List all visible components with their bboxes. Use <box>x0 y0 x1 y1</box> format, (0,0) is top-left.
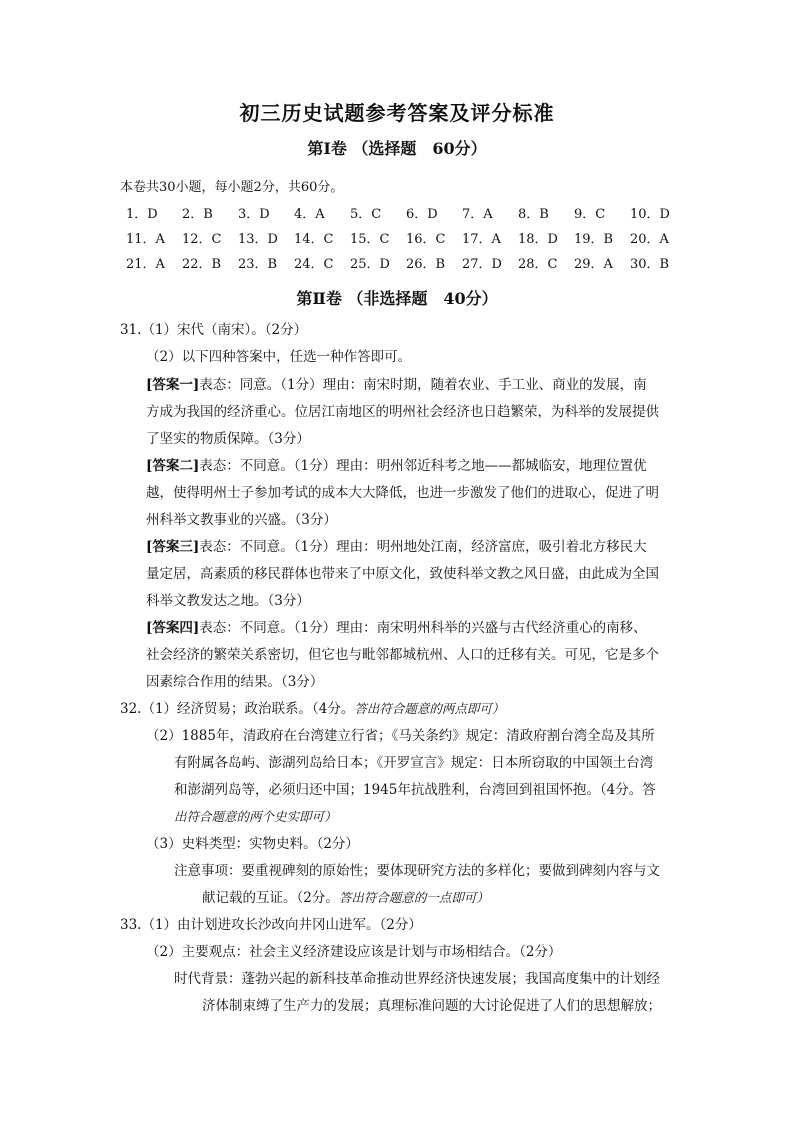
answer1-tag: [答案一] <box>146 377 200 393</box>
q32-part1-note: 答出符合题意的两点即可） <box>354 701 505 716</box>
q32-part1 <box>120 700 504 718</box>
answer-cell: 14．C <box>294 232 334 247</box>
answer-cell: 21．A <box>126 257 165 272</box>
q31-answer4-line1 <box>146 619 647 637</box>
q31-answer1-line1 <box>146 376 647 394</box>
answer-cell: 11．A <box>126 232 165 247</box>
answer-cell: 25．D <box>350 257 390 272</box>
answer-cell: 20．A <box>630 232 669 247</box>
q32-part2-note: 出符合题意的两个史实即可） <box>174 809 337 824</box>
q33-part2-line3: 济体制束缚了生产力的发展；真理标准问题的大讨论促进了人们的思想解放； <box>202 998 661 1014</box>
answer-cell: 23．B <box>238 257 278 272</box>
answer4-text: 表态：不同意。（1分）理由：南宋明州科举的兴盛与古代经济重心的南移、 <box>199 620 647 636</box>
q33-part1: 33.（1）由计划进攻长沙改向井冈山进军。（2分） <box>120 917 422 933</box>
answer1-text: 表态：同意。（1分）理由：南宋时期，随着农业、手工业、商业的发展，南 <box>199 377 647 393</box>
answer-row <box>126 250 686 275</box>
answer-key-table <box>126 200 686 275</box>
q31-part1: 31.（1）宋代（南宋）。（2分） <box>120 322 308 338</box>
answer-cell: 18．D <box>518 232 558 247</box>
answer-cell: 2．B <box>182 207 213 222</box>
q31-answer2-line2: 越，使得明州士子参加考试的成本大大降低，也进一步激发了他们的进取心，促进了明 <box>146 485 659 501</box>
answer-row <box>126 200 686 225</box>
q32-part2-line3: 和澎湖列岛等，必须归还中国；1945年抗战胜利，台湾回到祖国怀抱。（4分。答 <box>174 782 656 798</box>
answer-cell: 27．D <box>462 257 502 272</box>
answer-cell: 3．D <box>238 207 270 222</box>
answer2-tag: [答案二] <box>146 458 200 474</box>
q32-part3-line2: 注意事项：要重视碑刻的原始性；要体现研究方法的多样化；要做到碑刻内容与文 <box>174 863 660 879</box>
q31-part2-intro: （2）以下四种答案中，任选一种作答即可。 <box>146 349 412 365</box>
q31-answer1-line2: 方成为我国的经济重心。位居江南地区的明州社会经济也日趋繁荣，为科举的发展提供 <box>146 404 659 420</box>
answer-cell: 8．B <box>518 207 549 222</box>
q32-part1-text: 32.（1）经济贸易；政治联系。（4分。 <box>120 701 355 717</box>
answer-cell: 12．C <box>182 232 222 247</box>
section1-intro: 本卷共30小题，每小题2分，共60分。 <box>120 180 344 195</box>
q31-answer3-line2: 量定居，高素质的移民群体也带来了中原文化，致使科举文教之风日盛，由此成为全国 <box>146 566 659 582</box>
q32-part2-line2: 有附属各岛屿、澎湖列岛给日本；《开罗宣言》规定：日本所窃取的中国领土台湾 <box>174 755 654 771</box>
answer-row <box>126 225 686 250</box>
section2-heading: 第Ⅱ卷 （非选择题 40分） <box>296 289 498 308</box>
q32-part3-line3 <box>202 889 489 907</box>
answer-cell: 7．A <box>462 207 493 222</box>
answer-cell: 19．B <box>574 232 614 247</box>
answer-cell: 26．B <box>406 257 446 272</box>
answer-cell: 10．D <box>630 207 670 222</box>
q33-part2-line1: （2）主要观点：社会主义经济建设应该是计划与市场相结合。（2分） <box>146 944 562 960</box>
q31-answer2-line3: 州科举文教事业的兴盛。（3分） <box>146 512 337 528</box>
q31-answer4-line3: 因素综合作用的结果。（3分） <box>146 674 324 690</box>
q31-answer1-line3: 了坚实的物质保障。（3分） <box>146 431 310 447</box>
answer-cell: 6．D <box>406 207 438 222</box>
answer-cell: 16．C <box>406 232 446 247</box>
answer3-tag: [答案三] <box>146 539 200 555</box>
q31-answer2-line1 <box>146 457 647 475</box>
answer-cell: 9．C <box>574 207 606 222</box>
answer-cell: 15．C <box>350 232 390 247</box>
answer4-tag: [答案四] <box>146 620 200 636</box>
answer-cell: 1．D <box>126 207 158 222</box>
q31-answer4-line2: 社会经济的繁荣关系密切，但它也与毗邻都城杭州、人口的迁移有关。可见，它是多个 <box>146 647 659 663</box>
answer3-text: 表态：不同意。（1分）理由：明州地处江南，经济富庶，吸引着北方移民大 <box>199 539 647 555</box>
page-title: 初三历史试题参考答案及评分标准 <box>239 101 555 125</box>
answer-cell: 30．B <box>630 257 670 272</box>
answer-cell: 5．C <box>350 207 382 222</box>
answer-cell: 22．B <box>182 257 222 272</box>
q31-answer3-line3: 科举文教发达之地。（3分） <box>146 593 310 609</box>
q32-part2-line1: （2）1885年，清政府在台湾建立行省；《马关条约》规定：清政府割台湾全岛及其所 <box>146 728 655 744</box>
answer-cell: 28．C <box>518 257 558 272</box>
answer-cell: 17．A <box>462 232 501 247</box>
answer2-text: 表态：不同意。（1分）理由：明州邻近科考之地——都城临安，地理位置优 <box>199 458 647 474</box>
answer-cell: 24．C <box>294 257 334 272</box>
q32-part3-note: 答出符合题意的一点即可） <box>338 890 489 905</box>
answer-cell: 29．A <box>574 257 613 272</box>
q32-part3-line1: （3）史料类型：实物史料。（2分） <box>146 836 359 852</box>
q32-part3-text: 献记载的互证。（2分。 <box>202 890 339 906</box>
q33-part2-line2: 时代背景：蓬勃兴起的新科技革命推动世界经济快速发展；我国高度集中的计划经 <box>174 971 660 987</box>
answer-cell: 13．D <box>238 232 278 247</box>
answer-cell: 4．A <box>294 207 325 222</box>
q31-answer3-line1 <box>146 538 647 556</box>
section1-heading: 第Ⅰ卷 （选择题 60分） <box>307 139 487 158</box>
